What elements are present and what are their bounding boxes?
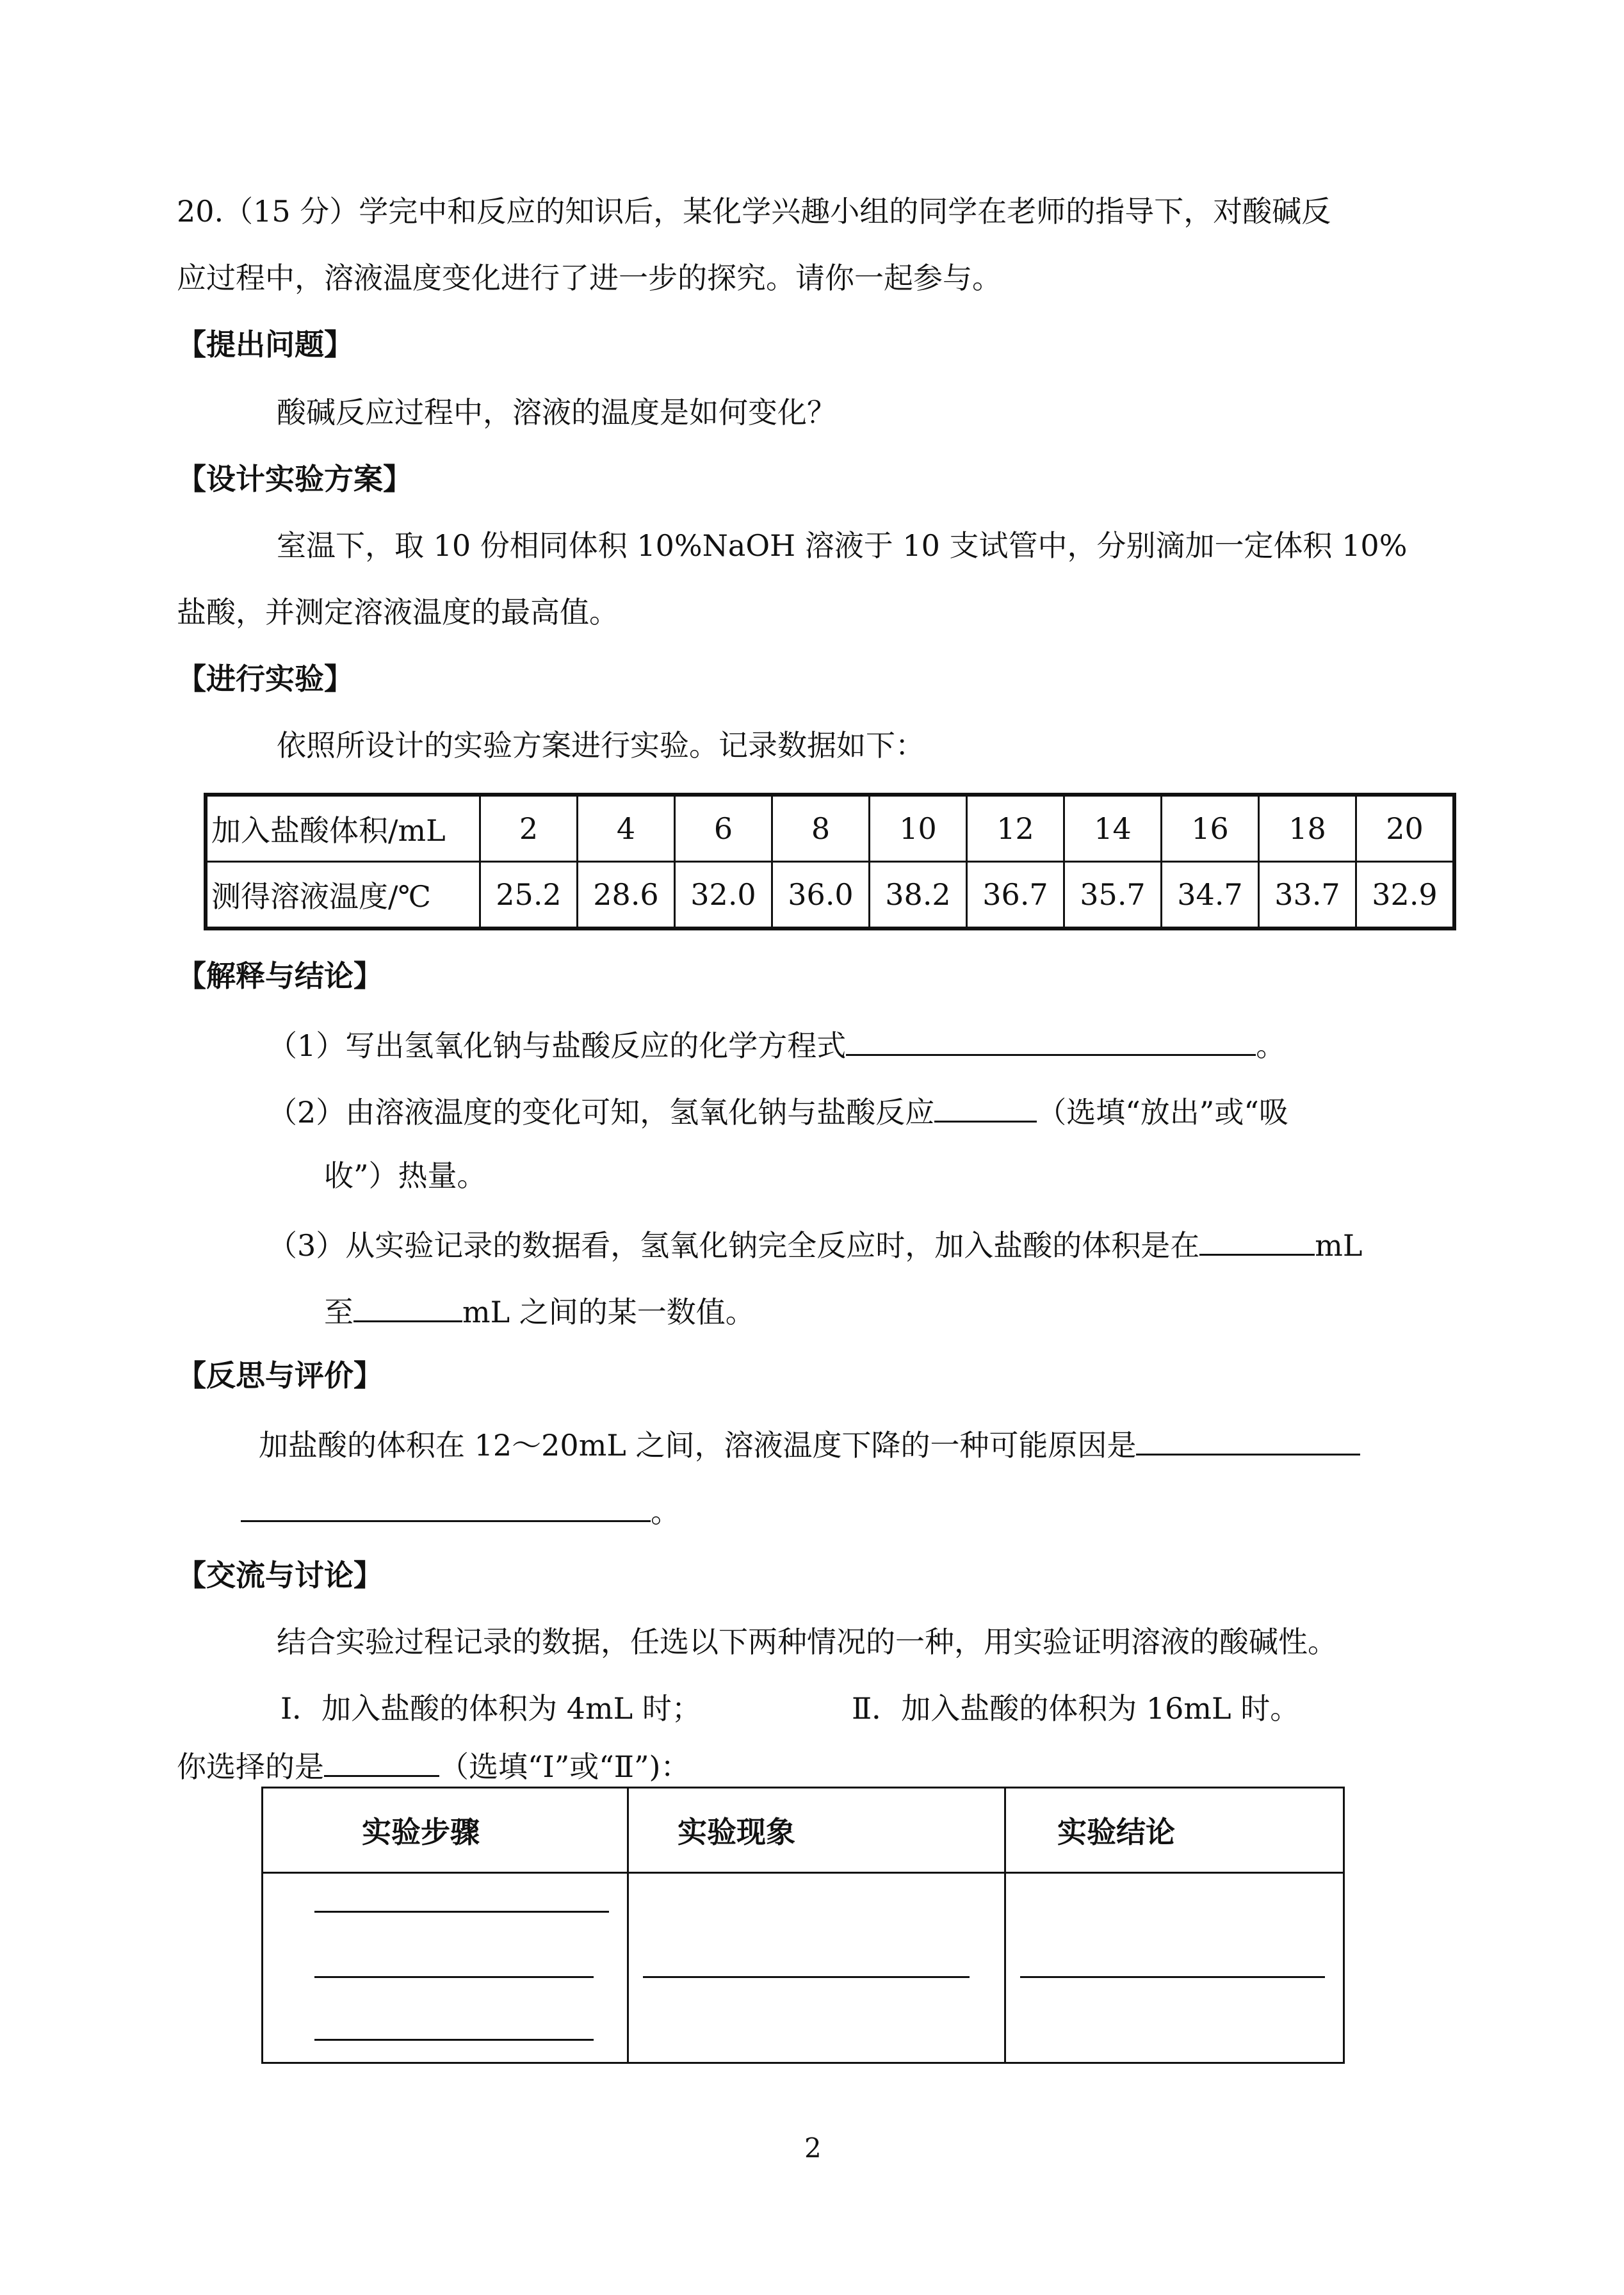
discuss-option-1: Ⅰ．加入盐酸的体积为 4mL 时； <box>280 1691 701 1726</box>
q3-answer-blank-2[interactable] <box>353 1290 462 1322</box>
section-title-design: 【设计实验方案】 <box>177 462 412 496</box>
q3-line2-end: mL 之间的某一数值。 <box>462 1295 755 1329</box>
reflect-line-2 <box>241 1489 680 1531</box>
volume-cell: 10 <box>870 795 967 862</box>
q1-end: 。 <box>1256 1028 1286 1063</box>
q3-line2-start: 至 <box>324 1295 353 1329</box>
discuss-text: 结合实验过程记录的数据，任选以下两种情况的一种，用实验证明溶液的酸碱性。 <box>277 1625 1337 1659</box>
temperature-cell: 34.7 <box>1162 862 1259 929</box>
section-title-pose-problem: 【提出问题】 <box>177 327 353 362</box>
conclusion-blank[interactable] <box>1020 1976 1325 1978</box>
volume-cell: 18 <box>1259 795 1356 862</box>
experiment-text: 依照所设计的实验方案进行实验。记录数据如下： <box>277 728 925 763</box>
q3-text: （3）从实验记录的数据看，氢氧化钠完全反应时，加入盐酸的体积是在 <box>268 1228 1200 1263</box>
volume-cell: 14 <box>1064 795 1162 862</box>
header-conclusion: 实验结论 <box>1005 1788 1344 1873</box>
discuss-choice <box>177 1744 690 1786</box>
reflect-text: 加盐酸的体积在 12～20mL 之间，溶液温度下降的一种可能原因是 <box>259 1428 1137 1463</box>
volume-cell: 16 <box>1162 795 1259 862</box>
explain-q2 <box>268 1090 1288 1131</box>
q1-answer-blank[interactable] <box>846 1023 1256 1056</box>
temperature-cell: 36.0 <box>772 862 870 929</box>
temperature-cell: 36.7 <box>967 862 1064 929</box>
volume-cell: 6 <box>675 795 772 862</box>
experiment-table-header-row <box>263 1788 1344 1873</box>
design-line-2: 盐酸，并测定溶液温度的最高值。 <box>177 595 619 629</box>
data-table <box>204 793 1456 930</box>
temperature-header: 测得溶液温度/℃ <box>206 862 480 929</box>
reflect-answer-blank-1[interactable] <box>1136 1423 1360 1456</box>
table-row-temperature <box>206 862 1454 929</box>
page-number: 2 <box>804 2132 822 2164</box>
steps-blank-2[interactable] <box>314 1976 594 1978</box>
volume-header: 加入盐酸体积/mL <box>206 795 480 862</box>
choice-answer-blank[interactable] <box>324 1744 439 1777</box>
reflect-end: 。 <box>651 1495 680 1529</box>
conclusion-cell[interactable] <box>1005 1873 1344 2063</box>
explain-q2-line-2: 收”）热量。 <box>324 1158 487 1193</box>
volume-cell: 4 <box>578 795 675 862</box>
table-row-volume <box>206 795 1454 862</box>
q3-unit: mL <box>1315 1228 1363 1263</box>
discuss-option-2: Ⅱ．加入盐酸的体积为 16mL 时。 <box>852 1691 1300 1726</box>
section-title-explain: 【解释与结论】 <box>177 959 383 993</box>
experiment-table-body-row <box>263 1873 1344 2063</box>
section-title-experiment: 【进行实验】 <box>177 661 353 696</box>
volume-cell: 20 <box>1356 795 1455 862</box>
pose-problem-text: 酸碱反应过程中，溶液的温度是如何变化？ <box>277 395 836 430</box>
q2-answer-blank[interactable] <box>934 1090 1037 1123</box>
temperature-cell: 32.0 <box>675 862 772 929</box>
volume-cell: 12 <box>967 795 1064 862</box>
header-phenomena: 实验现象 <box>628 1788 1005 1873</box>
q2-text: （2）由溶液温度的变化可知，氢氧化钠与盐酸反应 <box>268 1095 935 1130</box>
explain-q1 <box>268 1023 1285 1065</box>
choice-end: （选填“Ⅰ”或“Ⅱ”)： <box>439 1749 690 1784</box>
question-line-2: 应过程中，溶液温度变化进行了进一步的探究。请你一起参与。 <box>177 261 1002 295</box>
header-steps: 实验步骤 <box>263 1788 628 1873</box>
reflect-answer-blank-2[interactable] <box>241 1489 651 1522</box>
temperature-cell: 38.2 <box>870 862 967 929</box>
explain-q3 <box>268 1223 1362 1265</box>
question-line-1: 20.（15 分）学完中和反应的知识后，某化学兴趣小组的同学在老师的指导下，对酸碱反 <box>177 194 1331 229</box>
temperature-cell: 33.7 <box>1259 862 1356 929</box>
experiment-table <box>261 1787 1345 2064</box>
volume-cell: 8 <box>772 795 870 862</box>
choice-start: 你选择的是 <box>177 1749 324 1784</box>
reflect-line-1 <box>259 1423 1360 1464</box>
q2-tail: （选填“放出”或“吸 <box>1037 1095 1288 1130</box>
volume-cell: 2 <box>480 795 578 862</box>
q3-answer-blank-1[interactable] <box>1199 1223 1315 1256</box>
steps-blank-1[interactable] <box>314 1911 609 1913</box>
temperature-cell: 28.6 <box>578 862 675 929</box>
section-title-discuss: 【交流与讨论】 <box>177 1558 383 1593</box>
steps-blank-3[interactable] <box>314 2039 594 2041</box>
temperature-cell: 25.2 <box>480 862 578 929</box>
temperature-cell: 35.7 <box>1064 862 1162 929</box>
steps-cell[interactable] <box>263 1873 628 2063</box>
phenomena-cell[interactable] <box>628 1873 1005 2063</box>
q1-text: （1）写出氢氧化钠与盐酸反应的化学方程式 <box>268 1028 847 1063</box>
phenomena-blank[interactable] <box>643 1976 970 1978</box>
section-title-reflect: 【反思与评价】 <box>177 1358 383 1393</box>
design-line-1: 室温下，取 10 份相同体积 10%NaOH 溶液于 10 支试管中，分别滴加一定体积 10% <box>277 528 1408 563</box>
temperature-cell: 32.9 <box>1356 862 1455 929</box>
explain-q3-line-2 <box>324 1290 755 1331</box>
